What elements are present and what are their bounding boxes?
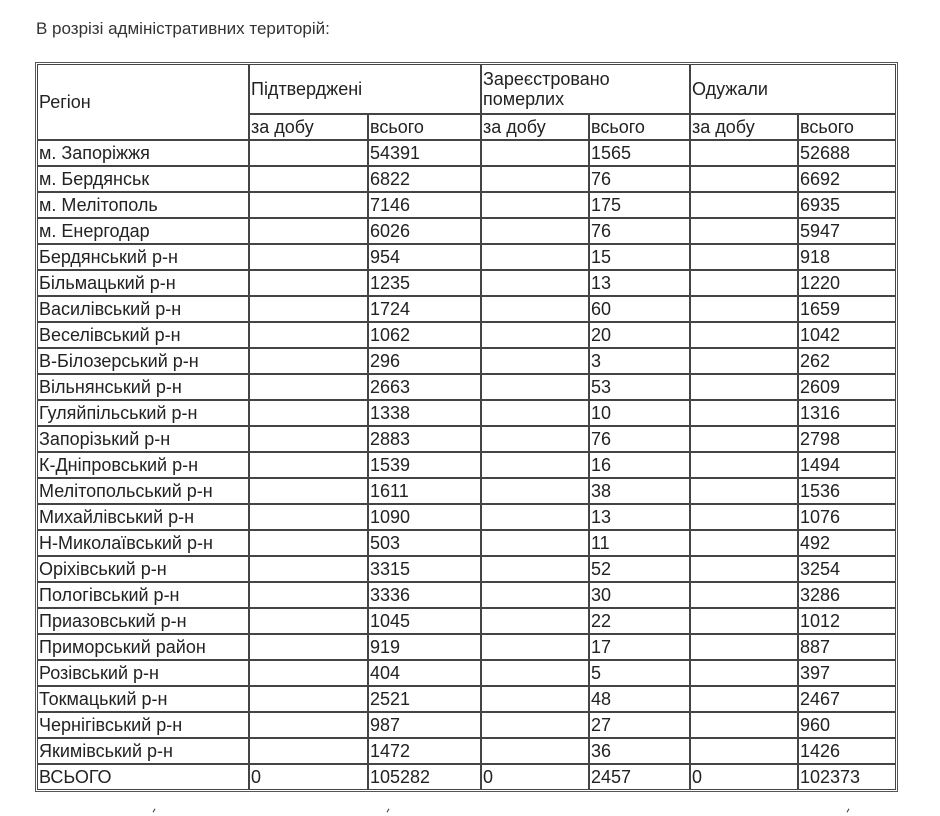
table-row bbox=[37, 426, 896, 452]
cell-recovered-day bbox=[690, 530, 798, 556]
cell-confirmed-day bbox=[249, 348, 368, 374]
cell-recovered-day bbox=[690, 218, 798, 244]
cell-confirmed-total: 1235 bbox=[368, 270, 481, 296]
cell-recovered-day bbox=[690, 192, 798, 218]
cell-recovered-total: 960 bbox=[798, 712, 896, 738]
cell-deaths-total: 76 bbox=[589, 218, 690, 244]
cell-confirmed-total: 6822 bbox=[368, 166, 481, 192]
cell-confirmed-total: 1338 bbox=[368, 400, 481, 426]
cell-region: м. Мелітополь bbox=[37, 192, 249, 218]
cell-deaths-day bbox=[481, 582, 589, 608]
cell-deaths-total: 1565 bbox=[589, 140, 690, 166]
cell-recovered-day bbox=[690, 608, 798, 634]
cell-confirmed-total: 987 bbox=[368, 712, 481, 738]
cell-recovered-total: 52688 bbox=[798, 140, 896, 166]
table-row bbox=[37, 244, 896, 270]
cell-confirmed-day bbox=[249, 556, 368, 582]
cell-deaths-day bbox=[481, 504, 589, 530]
cell-confirmed-day bbox=[249, 582, 368, 608]
cell-confirmed-day bbox=[249, 140, 368, 166]
cell-deaths-total: 36 bbox=[589, 738, 690, 764]
cell-confirmed-total: 54391 bbox=[368, 140, 481, 166]
cell-confirmed-day bbox=[249, 296, 368, 322]
cell-deaths-total: 2457 bbox=[589, 764, 690, 790]
cell-confirmed-day bbox=[249, 426, 368, 452]
cell-confirmed-day bbox=[249, 400, 368, 426]
cell-deaths-total: 175 bbox=[589, 192, 690, 218]
table-row bbox=[37, 738, 896, 764]
cell-region: Гуляйпільський р-н bbox=[37, 400, 249, 426]
cell-recovered-total: 1316 bbox=[798, 400, 896, 426]
cell-region: Мелітопольський р-н bbox=[37, 478, 249, 504]
cell-recovered-total: 397 bbox=[798, 660, 896, 686]
cell-recovered-day bbox=[690, 400, 798, 426]
header-confirmed: Підтверджені bbox=[249, 64, 481, 114]
cell-deaths-day bbox=[481, 296, 589, 322]
cell-deaths-total: 15 bbox=[589, 244, 690, 270]
regions-table-frame bbox=[35, 62, 898, 792]
cutoff-mark bbox=[847, 809, 850, 813]
subheader-confirmed-day: за добу bbox=[249, 114, 368, 140]
cell-recovered-total: 1494 bbox=[798, 452, 896, 478]
cell-recovered-day bbox=[690, 478, 798, 504]
cell-confirmed-day bbox=[249, 244, 368, 270]
cell-deaths-day bbox=[481, 660, 589, 686]
cell-deaths-total: 10 bbox=[589, 400, 690, 426]
cell-region: Михайлівський р-н bbox=[37, 504, 249, 530]
cell-deaths-total: 52 bbox=[589, 556, 690, 582]
cell-region: Оріхівський р-н bbox=[37, 556, 249, 582]
cell-confirmed-total: 6026 bbox=[368, 218, 481, 244]
cell-deaths-total: 30 bbox=[589, 582, 690, 608]
cell-recovered-day bbox=[690, 140, 798, 166]
cell-deaths-day bbox=[481, 712, 589, 738]
table-row bbox=[37, 478, 896, 504]
cell-confirmed-total: 954 bbox=[368, 244, 481, 270]
cell-confirmed-total: 2521 bbox=[368, 686, 481, 712]
cell-confirmed-total: 503 bbox=[368, 530, 481, 556]
cell-deaths-total: 5 bbox=[589, 660, 690, 686]
cell-confirmed-total: 1090 bbox=[368, 504, 481, 530]
cell-deaths-total: 13 bbox=[589, 504, 690, 530]
cell-deaths-day bbox=[481, 686, 589, 712]
cell-recovered-day bbox=[690, 660, 798, 686]
cell-confirmed-day bbox=[249, 660, 368, 686]
cell-deaths-day bbox=[481, 192, 589, 218]
table-row bbox=[37, 322, 896, 348]
table-row bbox=[37, 582, 896, 608]
subheader-deaths-total: всього bbox=[589, 114, 690, 140]
subheader-confirmed-total: всього bbox=[368, 114, 481, 140]
header-row bbox=[37, 64, 896, 114]
table-row bbox=[37, 140, 896, 166]
cell-recovered-day bbox=[690, 322, 798, 348]
table-row bbox=[37, 270, 896, 296]
cutoff-mark bbox=[387, 809, 390, 813]
cell-confirmed-day bbox=[249, 322, 368, 348]
cell-deaths-total: 16 bbox=[589, 452, 690, 478]
cell-recovered-day bbox=[690, 634, 798, 660]
cell-region: В-Білозерський р-н bbox=[37, 348, 249, 374]
cell-recovered-total: 1042 bbox=[798, 322, 896, 348]
cell-deaths-total: 11 bbox=[589, 530, 690, 556]
cell-recovered-total: 3286 bbox=[798, 582, 896, 608]
cell-recovered-total: 3254 bbox=[798, 556, 896, 582]
header-region: Регіон bbox=[37, 64, 249, 140]
cell-recovered-day bbox=[690, 712, 798, 738]
cell-deaths-day bbox=[481, 140, 589, 166]
cell-recovered-day bbox=[690, 374, 798, 400]
cell-recovered-day bbox=[690, 452, 798, 478]
cell-deaths-total: 17 bbox=[589, 634, 690, 660]
table-row bbox=[37, 660, 896, 686]
cell-confirmed-day bbox=[249, 452, 368, 478]
table-row bbox=[37, 348, 896, 374]
cell-region: Н-Миколаївський р-н bbox=[37, 530, 249, 556]
cell-region: Токмацький р-н bbox=[37, 686, 249, 712]
table-row bbox=[37, 166, 896, 192]
cell-deaths-day bbox=[481, 322, 589, 348]
cell-deaths-day bbox=[481, 556, 589, 582]
cell-recovered-day bbox=[690, 738, 798, 764]
cell-deaths-day bbox=[481, 270, 589, 296]
cell-recovered-total: 1659 bbox=[798, 296, 896, 322]
table-row bbox=[37, 504, 896, 530]
cell-deaths-day bbox=[481, 738, 589, 764]
cell-deaths-total: 60 bbox=[589, 296, 690, 322]
table-row bbox=[37, 192, 896, 218]
cell-deaths-day bbox=[481, 530, 589, 556]
cell-recovered-day bbox=[690, 166, 798, 192]
cell-region: Пологівський р-н bbox=[37, 582, 249, 608]
cell-confirmed-total: 919 bbox=[368, 634, 481, 660]
cell-region: К-Дніпровський р-н bbox=[37, 452, 249, 478]
table-row bbox=[37, 374, 896, 400]
cell-deaths-total: 20 bbox=[589, 322, 690, 348]
cell-recovered-day bbox=[690, 348, 798, 374]
cell-recovered-day bbox=[690, 686, 798, 712]
table-row bbox=[37, 218, 896, 244]
cell-recovered-total: 1220 bbox=[798, 270, 896, 296]
cell-region: м. Енергодар bbox=[37, 218, 249, 244]
cell-region: Запорізький р-н bbox=[37, 426, 249, 452]
cell-region: м. Запоріжжя bbox=[37, 140, 249, 166]
cell-region: Більмацький р-н bbox=[37, 270, 249, 296]
cell-confirmed-day bbox=[249, 634, 368, 660]
subheader-recovered-day: за добу bbox=[690, 114, 798, 140]
cell-confirmed-day bbox=[249, 530, 368, 556]
cell-region: Розівський р-н bbox=[37, 660, 249, 686]
cell-confirmed-total: 7146 bbox=[368, 192, 481, 218]
cell-recovered-total: 887 bbox=[798, 634, 896, 660]
cell-region: Приморський район bbox=[37, 634, 249, 660]
cell-deaths-day bbox=[481, 478, 589, 504]
cell-confirmed-day bbox=[249, 686, 368, 712]
cell-deaths-total: 53 bbox=[589, 374, 690, 400]
table-row bbox=[37, 400, 896, 426]
cell-recovered-total: 102373 bbox=[798, 764, 896, 790]
cell-deaths-day bbox=[481, 374, 589, 400]
cutoff-mark bbox=[153, 809, 156, 813]
cell-deaths-day: 0 bbox=[481, 764, 589, 790]
cell-deaths-total: 48 bbox=[589, 686, 690, 712]
cell-recovered-total: 2798 bbox=[798, 426, 896, 452]
cell-confirmed-total: 3315 bbox=[368, 556, 481, 582]
subheader-deaths-day: за добу bbox=[481, 114, 589, 140]
cell-deaths-day bbox=[481, 608, 589, 634]
regions-table bbox=[37, 64, 896, 790]
cell-confirmed-day bbox=[249, 166, 368, 192]
cell-confirmed-total: 2883 bbox=[368, 426, 481, 452]
cell-confirmed-day bbox=[249, 374, 368, 400]
cell-deaths-day bbox=[481, 452, 589, 478]
cell-confirmed-total: 1062 bbox=[368, 322, 481, 348]
section-intro: В розрізі адміністративних територій: bbox=[36, 19, 330, 38]
cell-confirmed-total: 1472 bbox=[368, 738, 481, 764]
cell-region: ВСЬОГО bbox=[37, 764, 249, 790]
cell-region: Вільнянський р-н bbox=[37, 374, 249, 400]
table-row bbox=[37, 296, 896, 322]
subheader-recovered-total: всього bbox=[798, 114, 896, 140]
cell-confirmed-total: 1539 bbox=[368, 452, 481, 478]
cell-recovered-total: 1426 bbox=[798, 738, 896, 764]
cell-deaths-total: 76 bbox=[589, 426, 690, 452]
table-row bbox=[37, 686, 896, 712]
table-row bbox=[37, 764, 896, 790]
cell-confirmed-day bbox=[249, 218, 368, 244]
cell-deaths-total: 38 bbox=[589, 478, 690, 504]
cell-confirmed-total: 296 bbox=[368, 348, 481, 374]
cell-recovered-day bbox=[690, 556, 798, 582]
cell-confirmed-day: 0 bbox=[249, 764, 368, 790]
cell-confirmed-total: 1045 bbox=[368, 608, 481, 634]
cell-recovered-total: 1012 bbox=[798, 608, 896, 634]
cell-confirmed-day bbox=[249, 504, 368, 530]
header-recovered: Одужали bbox=[690, 64, 896, 114]
cell-confirmed-total: 3336 bbox=[368, 582, 481, 608]
cell-confirmed-total: 2663 bbox=[368, 374, 481, 400]
cell-deaths-day bbox=[481, 634, 589, 660]
table-row bbox=[37, 530, 896, 556]
cell-deaths-total: 27 bbox=[589, 712, 690, 738]
table-row bbox=[37, 634, 896, 660]
cell-confirmed-day bbox=[249, 192, 368, 218]
cell-deaths-total: 22 bbox=[589, 608, 690, 634]
cell-region: Чернігівський р-н bbox=[37, 712, 249, 738]
cell-confirmed-day bbox=[249, 270, 368, 296]
cell-confirmed-day bbox=[249, 478, 368, 504]
cell-deaths-day bbox=[481, 218, 589, 244]
cell-deaths-total: 76 bbox=[589, 166, 690, 192]
cell-recovered-total: 492 bbox=[798, 530, 896, 556]
cell-recovered-total: 262 bbox=[798, 348, 896, 374]
cell-recovered-day bbox=[690, 270, 798, 296]
cell-deaths-day bbox=[481, 166, 589, 192]
cell-region: Веселівський р-н bbox=[37, 322, 249, 348]
cell-region: м. Бердянськ bbox=[37, 166, 249, 192]
cell-region: Василівський р-н bbox=[37, 296, 249, 322]
cell-recovered-day bbox=[690, 426, 798, 452]
cell-confirmed-total: 404 bbox=[368, 660, 481, 686]
cell-deaths-day bbox=[481, 244, 589, 270]
cell-recovered-day bbox=[690, 296, 798, 322]
cell-region: Якимівський р-н bbox=[37, 738, 249, 764]
cell-recovered-day: 0 bbox=[690, 764, 798, 790]
table-row bbox=[37, 608, 896, 634]
cell-recovered-total: 5947 bbox=[798, 218, 896, 244]
cell-recovered-total: 2609 bbox=[798, 374, 896, 400]
cell-confirmed-total: 1611 bbox=[368, 478, 481, 504]
table-body bbox=[37, 64, 896, 790]
table-row bbox=[37, 452, 896, 478]
table-row bbox=[37, 556, 896, 582]
table-row bbox=[37, 712, 896, 738]
cell-deaths-day bbox=[481, 426, 589, 452]
cell-deaths-total: 13 bbox=[589, 270, 690, 296]
cell-confirmed-day bbox=[249, 608, 368, 634]
cell-confirmed-day bbox=[249, 738, 368, 764]
header-deaths: Зареєстровано померлих bbox=[481, 64, 690, 114]
cell-recovered-total: 918 bbox=[798, 244, 896, 270]
cell-recovered-total: 1076 bbox=[798, 504, 896, 530]
bottom-cutoff-marks bbox=[0, 806, 940, 816]
cell-region: Бердянський р-н bbox=[37, 244, 249, 270]
cell-recovered-day bbox=[690, 504, 798, 530]
cell-confirmed-total: 105282 bbox=[368, 764, 481, 790]
cell-deaths-day bbox=[481, 348, 589, 374]
cell-recovered-total: 6935 bbox=[798, 192, 896, 218]
cell-confirmed-total: 1724 bbox=[368, 296, 481, 322]
cell-region: Приазовський р-н bbox=[37, 608, 249, 634]
cell-deaths-day bbox=[481, 400, 589, 426]
cell-deaths-total: 3 bbox=[589, 348, 690, 374]
cell-confirmed-day bbox=[249, 712, 368, 738]
cell-recovered-total: 6692 bbox=[798, 166, 896, 192]
cell-recovered-total: 1536 bbox=[798, 478, 896, 504]
cell-recovered-day bbox=[690, 582, 798, 608]
cell-recovered-total: 2467 bbox=[798, 686, 896, 712]
cell-recovered-day bbox=[690, 244, 798, 270]
